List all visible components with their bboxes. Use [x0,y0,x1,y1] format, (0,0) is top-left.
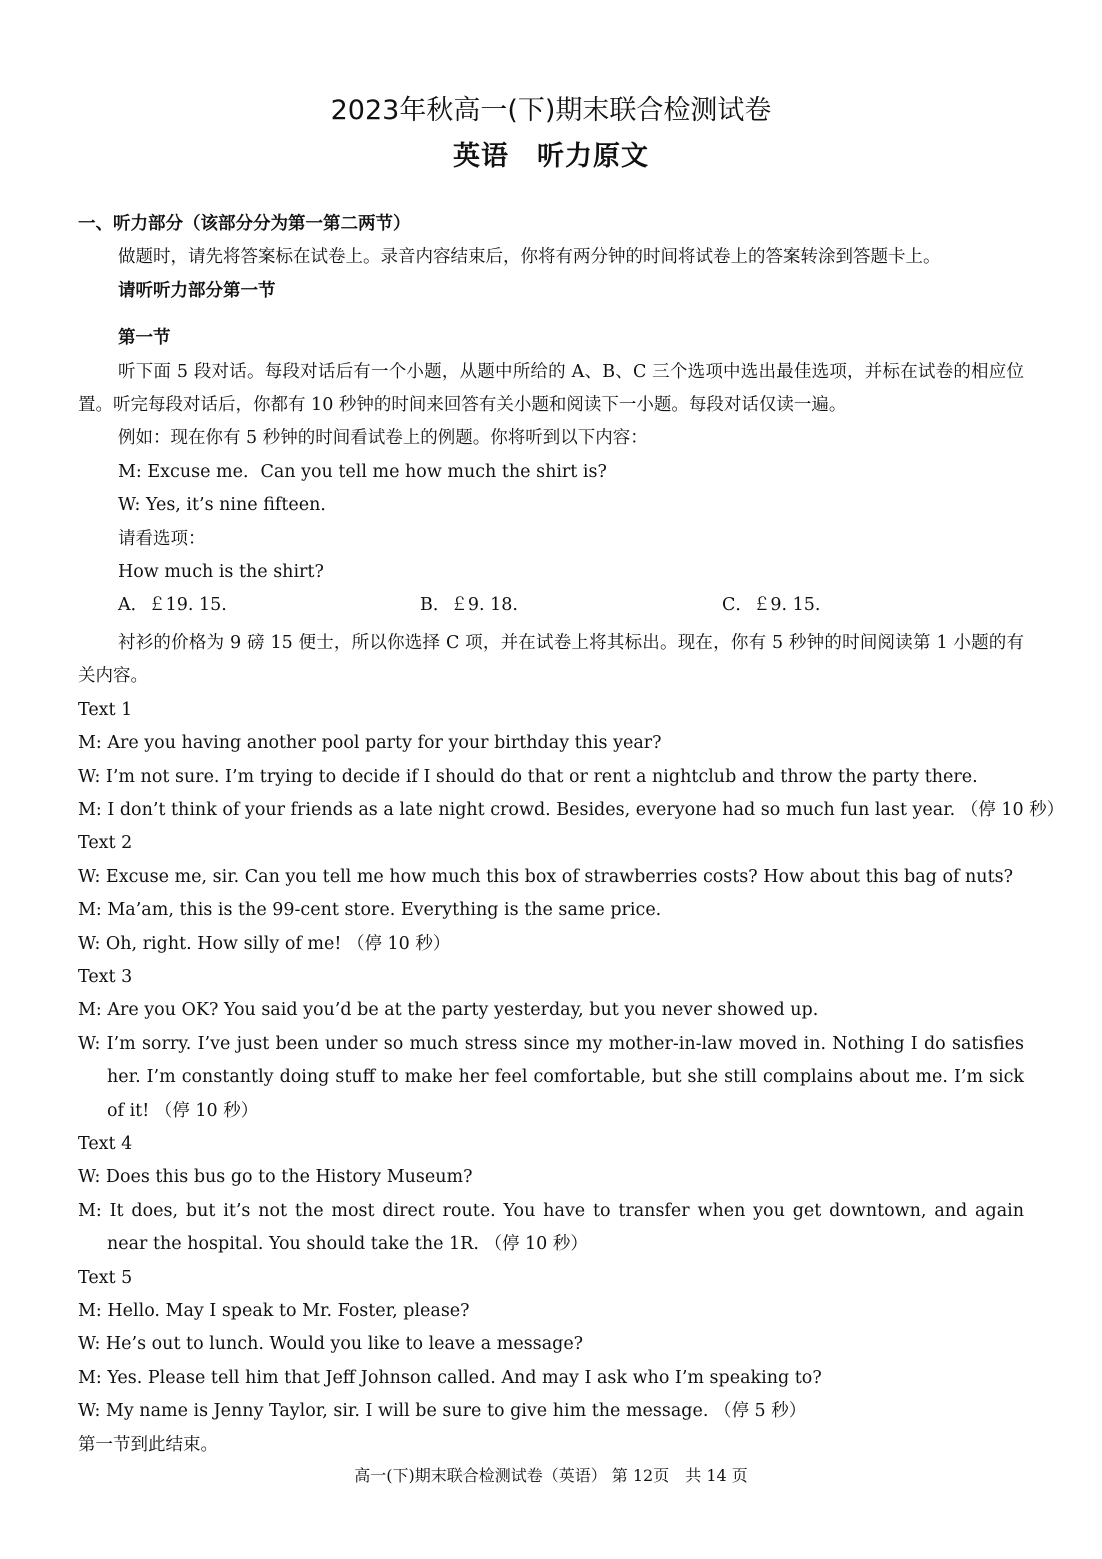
example-question: How much is the shirt? [118,562,324,583]
part1-end: 第一节到此结束。 [78,1434,218,1455]
listen-part1-heading: 请听听力部分第一节 [118,280,276,301]
dialogue-line: M: It does, but it’s not the most direct route. You have to transfer when you get downtown, and again near the hospital. You should take the 1R. （停 10 秒） [78,1200,1024,1255]
text-label: Text 5 [78,1267,133,1288]
see-options-label: 请看选项： [118,528,206,549]
dialogue-line: M: Are you having another pool party for your birthday this year? [78,733,662,754]
document-body [78,208,1065,1462]
dialogue-line: W: I’m not sure. I’m trying to decide if I should do that or rent a nightclub and throw the party there. [78,766,978,787]
dialogue-line: M: Ma’am, this is the 99-cent store. Everything is the same price. [78,900,662,921]
option-a: A．￡19. 15. [118,595,227,616]
text-4-block [78,1128,1024,1262]
page-title: 2023年秋高一(下)期末联合检测试卷 [330,95,772,126]
text-2-block [78,827,1024,961]
example-line-m: M: Excuse me．Can you tell me how much the shirt is? [118,461,607,482]
option-c: C．￡9. 15. [722,595,821,616]
text-1-block [78,694,1065,828]
dialogue-line: M: Are you OK? You said you’d be at the party yesterday, but you never showed up. [78,1000,819,1021]
text-label: Text 4 [78,1133,133,1154]
text-3-block [78,961,1024,1128]
example-options [78,589,1024,622]
dialogue-line: W: He’s out to lunch. Would you like to leave a message? [78,1334,584,1355]
dialogue-line: M: I don’t think of your friends as a late night crowd. Besides, everyone had so much fun last year. （停 10 秒） [78,799,1065,820]
page-subtitle: 英语 听力原文 [453,141,649,172]
dialogue-line: W: Excuse me, sir. Can you tell me how much this box of strawberries costs? How about this bag of nuts? [78,866,1013,887]
option-b: B．￡9. 18. [420,595,518,616]
example-explanation: 衬衫的价格为 9 磅 15 便士，所以你选择 C 项，并在试卷上将其标出。现在，你有 5 秒钟的时间阅读第 1 小题的有关内容。 [78,632,1024,687]
dialogue-line: W: I’m sorry. I’ve just been under so much stress since my mother-in-law moved in. Nothing I do satisfies her. I’m constantly doing stuff to make her feel comfortable, but she still complains about me. I’m sick of it! （停 10 秒） [78,1033,1024,1121]
example-line-w: W: Yes, it’s nine fifteen． [118,495,338,516]
dialogue-line: M: Hello. May I speak to Mr. Foster, please? [78,1301,470,1321]
text-label: Text 3 [78,966,133,987]
dialogue-line: W: Does this bus go to the History Museum? [78,1167,473,1188]
page-footer: 高一(下)期末联合检测试卷（英语） 第 12页 共 14 页 [354,1466,748,1485]
section-heading: 一、听力部分（该部分分为第一第二两节） [78,214,411,234]
dialogue-line: W: Oh, right. How silly of me! （停 10 秒） [78,933,451,954]
instruction-text: 做题时，请先将答案标在试卷上。录音内容结束后，你将有两分钟的时间将试卷上的答案转涂到答题卡上。 [118,247,941,268]
text-5-block [78,1262,1024,1429]
text-label: Text 1 [78,699,133,720]
part1-heading: 第一节 [118,328,171,349]
dialogue-line: M: Yes. Please tell him that Jeff Johnson called. And may I ask who I’m speaking to? [78,1367,822,1388]
example-intro: 例如：现在你有 5 秒钟的时间看试卷上的例题。你将听到以下内容： [118,428,648,449]
dialogue-line: W: My name is Jenny Taylor, sir. I will be sure to give him the message. （停 5 秒） [78,1401,807,1422]
text-label: Text 2 [78,833,133,854]
part1-instruction: 听下面 5 段对话。每段对话后有一个小题，从题中所给的 A、B、C 三个选项中选出最佳选项，并标在试卷的相应位置。听完每段对话后，你都有 10 秒钟的时间来回答有关小题和阅读下一小题。每段对话仅读一遍。 [78,361,1024,416]
